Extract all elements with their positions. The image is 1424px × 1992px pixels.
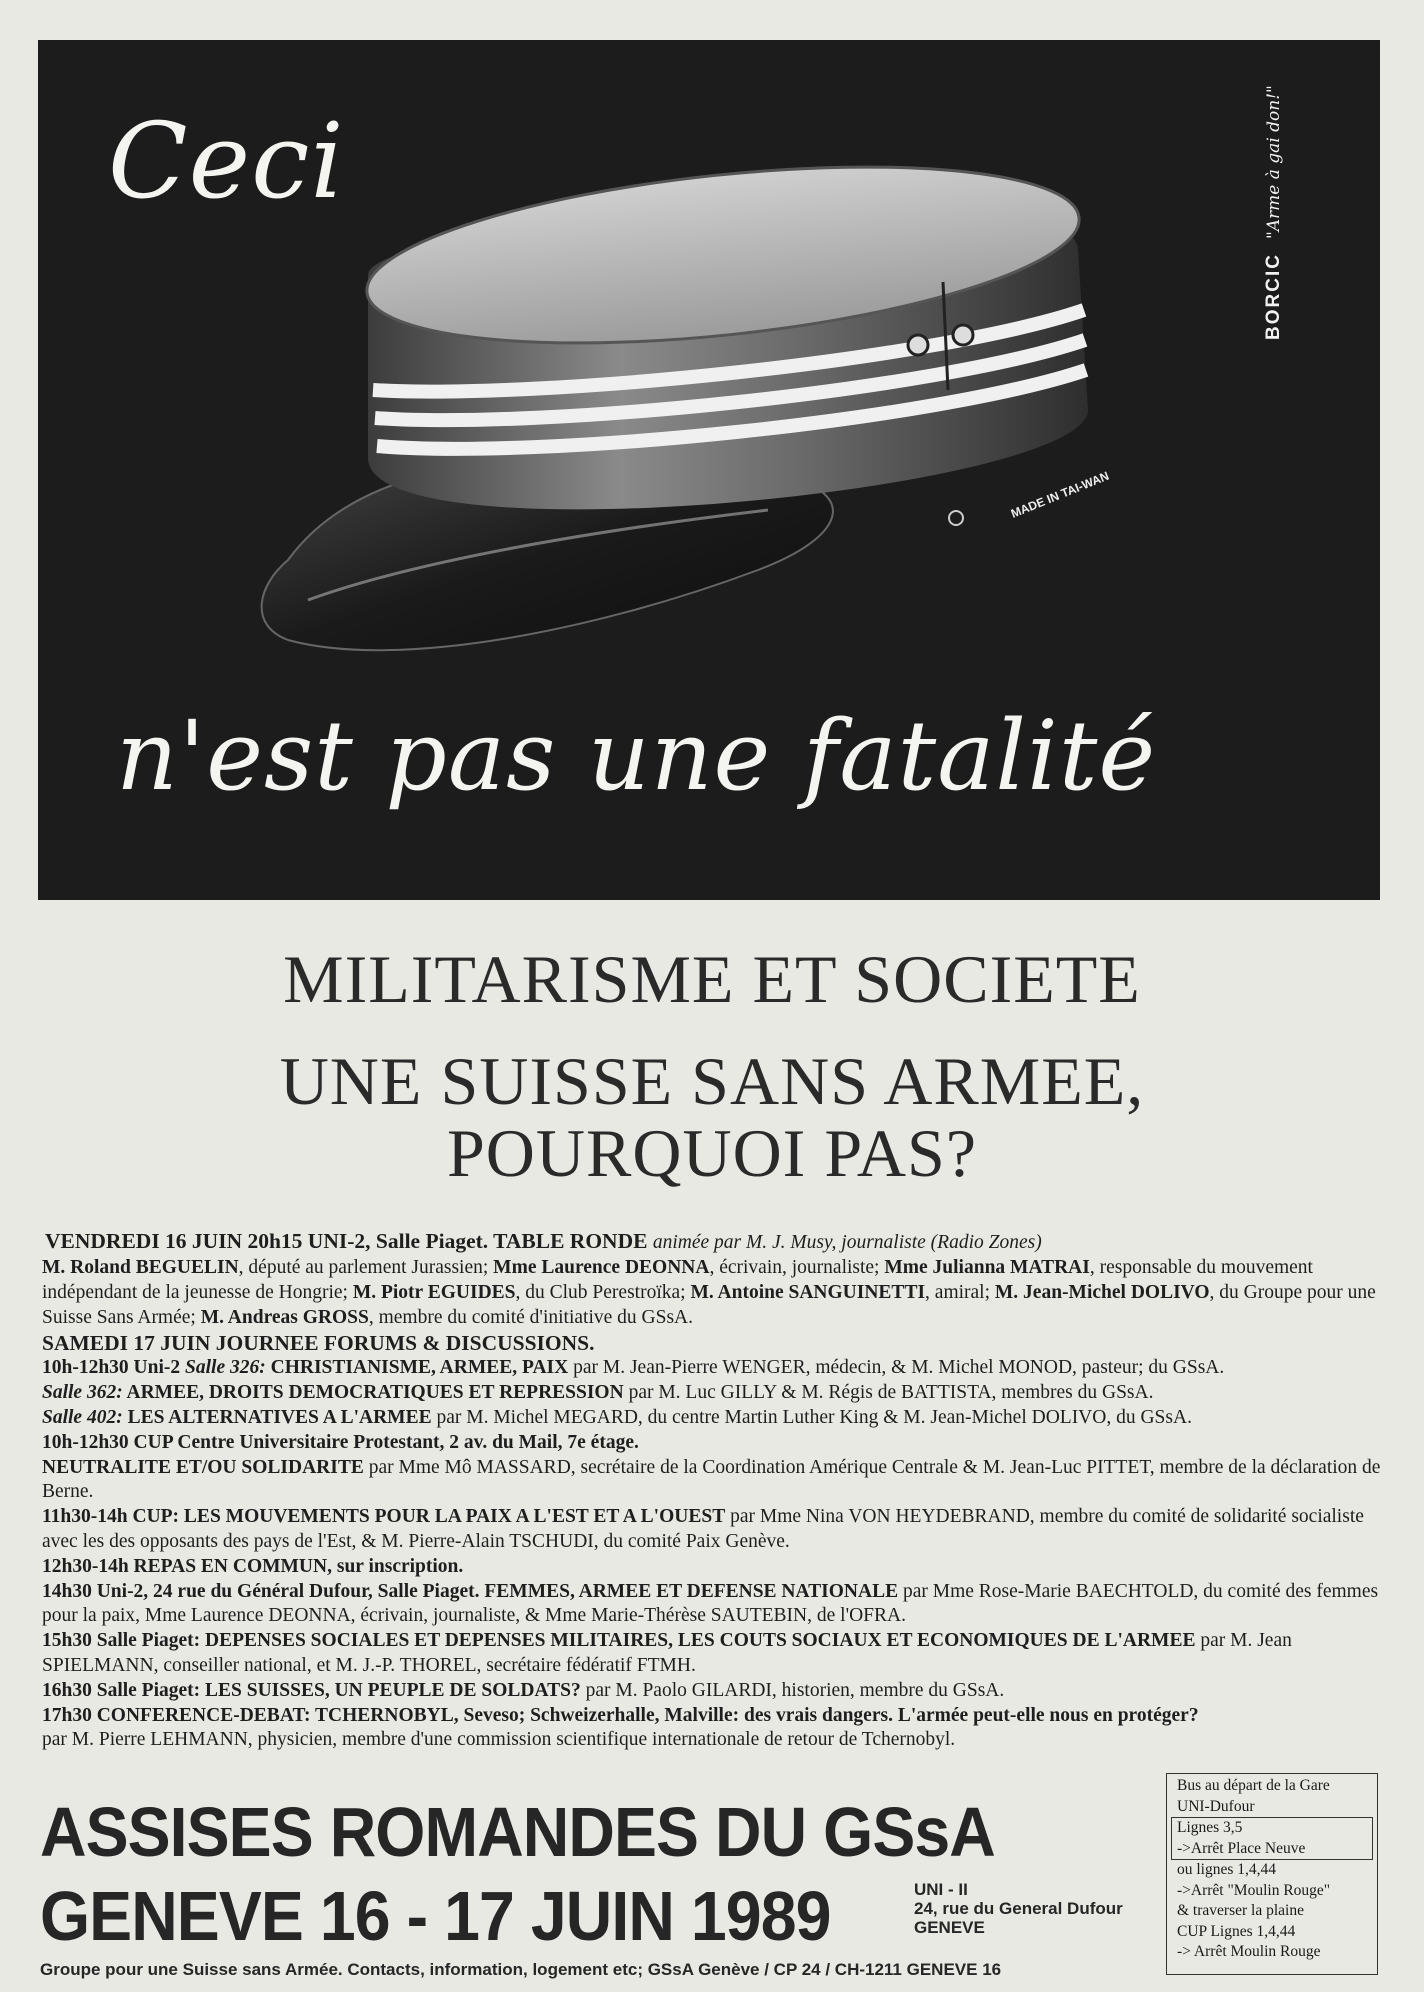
event-title: ASSISES ROMANDES DU GSsA	[40, 1793, 995, 1871]
saturday-heading: SAMEDI 17 JUIN JOURNEE FORUMS & DISCUSSIONS.	[42, 1331, 595, 1356]
session-4-venue: 10h-12h30 CUP Centre Universitaire Protestant, 2 av. du Mail, 7e étage.	[42, 1431, 639, 1453]
contact-line: Groupe pour une Suisse sans Armée. Contacts, information, logement etc; GSsA Genève / CP 24 / CH-1211 GENEVE 16	[40, 1960, 1002, 1979]
event-dates: GENEVE 16 - 17 JUIN 1989	[40, 1877, 831, 1955]
session-2: Salle 362: ARMEE, DROITS DEMOCRATIQUES ET REPRESSION par M. Luc GILLY & M. Régis de BATTISTA, membres du GSsA.	[42, 1382, 1154, 1404]
artist-name: BORCIC	[1263, 253, 1284, 340]
session-10: 17h30 CONFERENCE-DEBAT: TCHERNOBYL, Seveso; Schweizerhalle, Malville: des vrais dangers. L'armée peut-elle nous en protéger?	[42, 1704, 1199, 1726]
slogan-bottom: n'est pas une fatalité	[116, 700, 1157, 812]
session-3: Salle 402: LES ALTERNATIVES A L'ARMEE par M. Michel MEGARD, du centre Martin Luther King & M. Jean-Michel DOLIVO, du GSsA.	[42, 1406, 1192, 1428]
bus-line-1: Bus au départ de la Gare	[1177, 1777, 1330, 1794]
session-5: 11h30-14h CUP: LES MOUVEMENTS POUR LA PAIX A L'EST ET A L'OUEST par Mme Nina VON HEYDEBRAND, membre du comité de solidarité socialiste avec les des opposants des pays de l'Est, & M. Pierre-Alain TSCHUDI, du comité Paix Genève.	[42, 1506, 1364, 1552]
headline-question-line2: POURQUOI PAS?	[446, 1115, 978, 1191]
session-8: 15h30 Salle Piaget: DEPENSES SOCIALES ET DEPENSES MILITAIRES, LES COUTS SOCIAUX ET ECONOMIQUES DE L'ARMEE par M. Jean SPIELMANN, conseiller national, et M. J.-P. THOREL, secrétaire fédératif FTMH.	[42, 1630, 1292, 1676]
venue-line-2: 24, rue du General Dufour	[914, 1899, 1123, 1918]
session-1: 10h-12h30 Uni-2 Salle 326: CHRISTIANISME, ARMEE, PAIX par M. Jean-Pierre WENGER, médecin, & M. Michel MONOD, pasteur; du GSsA.	[42, 1357, 1225, 1379]
venue-address	[914, 1880, 1123, 1937]
slogan-top: Ceci	[108, 100, 345, 222]
session-10-desc: par M. Pierre LEHMANN, physicien, membre d'une commission scientifique internationale de retour de Tchernobyl.	[42, 1729, 956, 1751]
friday-heading: VENDREDI 16 JUIN 20h15 UNI-2, Salle Piaget. TABLE RONDE animée par M. J. Musy, journaliste (Radio Zones)	[45, 1229, 1042, 1253]
bus-line-5: ou lignes 1,4,44	[1177, 1861, 1277, 1878]
session-7: 14h30 Uni-2, 24 rue du Général Dufour, Salle Piaget. FEMMES, ARMEE ET DEFENSE NATIONALE par Mme Rose-Marie BAECHTOLD, du comité des femmes pour la paix, Mme Laurence DEONNA, écrivain, journaliste, & Mme Marie-Thérèse SAUTEBIN, de l'OFRA.	[42, 1580, 1379, 1627]
bus-line-7: & traverser la plaine	[1177, 1902, 1304, 1919]
headline-militarisme: MILITARISME ET SOCIETE	[283, 941, 1141, 1017]
venue-line-1: UNI - II	[914, 1880, 968, 1899]
made-in-label: MADE IN TAI-WAN	[1008, 468, 1111, 521]
session-9: 16h30 Salle Piaget: LES SUISSES, UN PEUPLE DE SOLDATS? par M. Paolo GILARDI, historien, membre du GSsA.	[42, 1679, 1005, 1701]
friday-moderator: animée par M. J. Musy, journaliste (Radio Zones)	[652, 1232, 1042, 1253]
bus-inner-box	[1171, 1817, 1373, 1860]
program-text	[42, 1228, 1392, 1753]
session-6: 12h30-14h REPAS EN COMMUN, sur inscription.	[42, 1555, 464, 1577]
friday-panel: M. Roland BEGUELIN, député au parlement Jurassien; Mme Laurence DEONNA, écrivain, journaliste; Mme Julianna MATRAI, responsable du mouvement indépendant de la jeunesse de Hongrie; M. Piotr EGUIDES, du Club Perestroïka; M. Antoine SANGUINETTI, amiral; M. Jean-Michel DOLIVO, du Groupe pour une Suisse Sans Armée; M. Andreas GROSS, membre du comité d'initiative du GSsA.	[42, 1257, 1376, 1328]
bus-line-4: ->Arrêt Place Neuve	[1177, 1839, 1306, 1857]
bus-line-9: -> Arrêt Moulin Rouge	[1177, 1943, 1321, 1960]
venue-line-3: GENEVE	[914, 1918, 985, 1937]
cap-illustration	[38, 40, 1380, 900]
bus-info-box	[1166, 1773, 1378, 1975]
bus-line-2: UNI-Dufour	[1177, 1797, 1255, 1815]
artist-tagline: "Arme à gai don!"	[1264, 85, 1284, 240]
bus-line-3: Lignes 3,5	[1177, 1819, 1243, 1836]
headline-question-line1: UNE SUISSE SANS ARMEE,	[279, 1043, 1145, 1119]
headline-question	[0, 1045, 1424, 1189]
artist-credit	[1263, 85, 1285, 340]
bus-line-6: ->Arrêt "Moulin Rouge"	[1177, 1881, 1331, 1899]
session-4: NEUTRALITE ET/OU SOLIDARITE par Mme Mô MASSARD, secrétaire de la Coordination Amérique Centrale & M. Jean-Luc PITTET, membre de la déclaration de Berne.	[42, 1456, 1381, 1503]
bus-line-8: CUP Lignes 1,4,44	[1177, 1922, 1296, 1940]
